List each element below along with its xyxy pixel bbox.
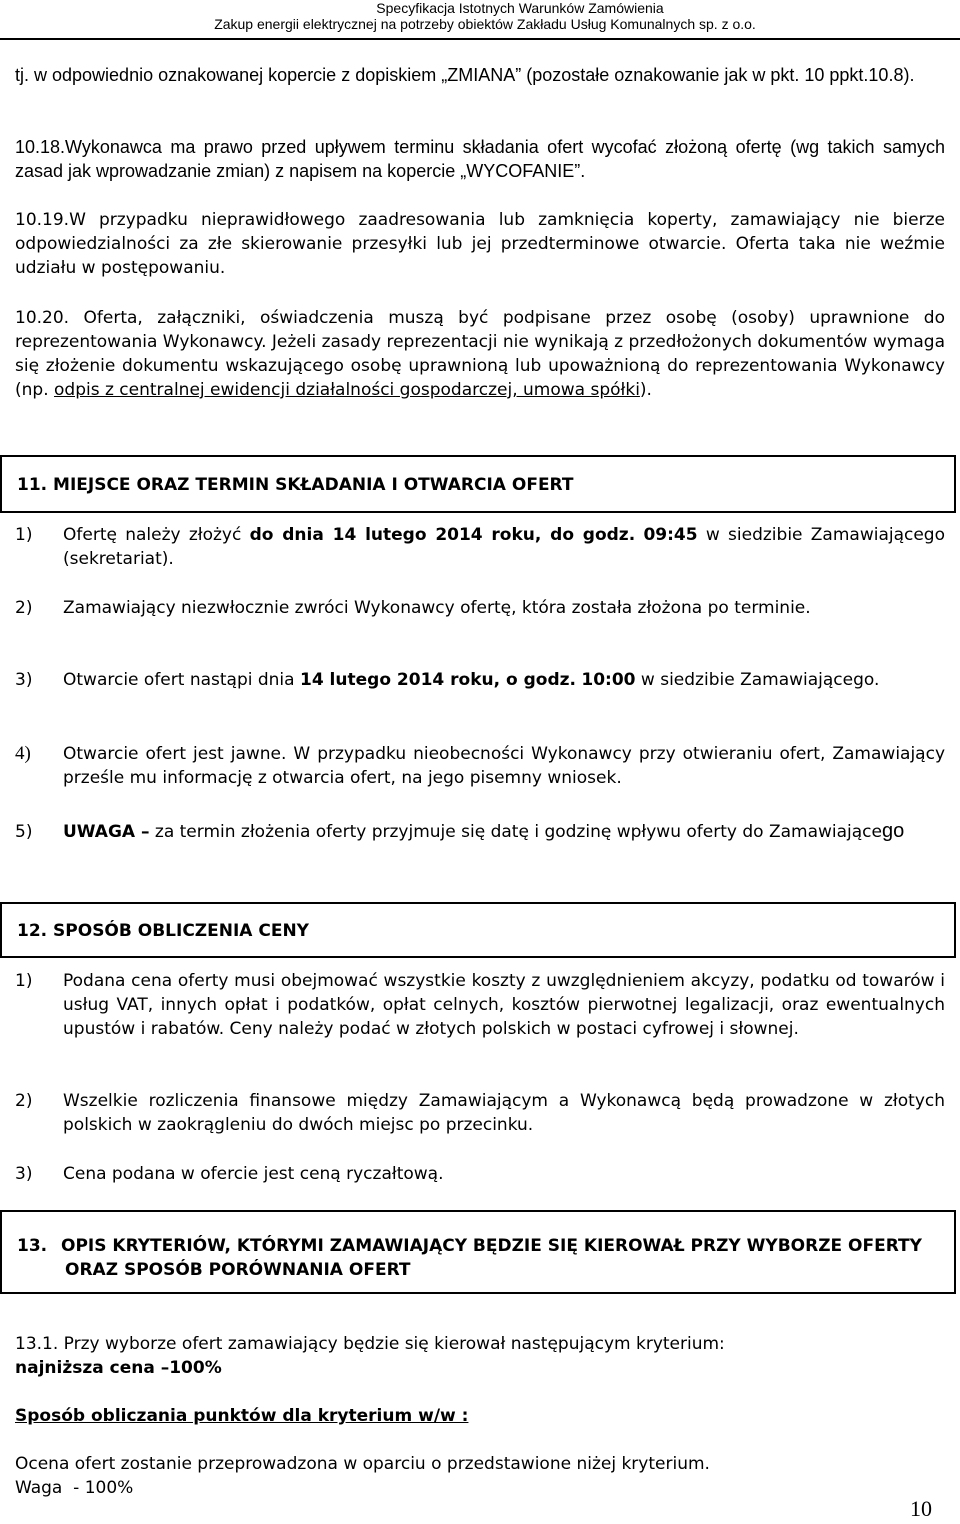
item-5-text: za termin złożenia oferty przyjmuje się datę i godzinę wpływu oferty do Zamawiające bbox=[154, 822, 882, 842]
s12-item-2-text: Wszelkie rozliczenia finansowe między Zamawiającym a Wykonawcą będą prowadzone w złotych polskich w zaokrągleniu do dwóch miejsc po przecinku. bbox=[63, 1091, 945, 1135]
section-12-item-2 bbox=[15, 1089, 945, 1137]
s12-item-1-text: Podana cena oferty musi obejmować wszystkie koszty z uwzględnieniem akcyzy, podatku od towarów i usług VAT, innych opłat i podatków, opłat celnych, kosztów pierwotnej legalizacji, oraz ewentualnych upustów i rabatów. Ceny należy podać w złotych polskich w postaci cyfrowej i słownej. bbox=[63, 971, 945, 1039]
section-11-heading: 11. MIEJSCE ORAZ TERMIN SKŁADANIA I OTWARCIA OFERT bbox=[17, 475, 574, 495]
weight-line: Waga - 100% bbox=[15, 1478, 134, 1498]
assessment-paragraph: Ocena ofert zostanie przeprowadzona w oparciu o przedstawione niżej kryterium. bbox=[15, 1454, 710, 1474]
item-number: 3) bbox=[15, 670, 33, 690]
section-11-header-box bbox=[0, 455, 956, 513]
paragraph-10-20-underlined: odpis z centralnej ewidencji działalności gospodarczej, umowa spółki bbox=[54, 380, 640, 400]
section-13-number: 13. bbox=[17, 1236, 48, 1256]
item-5-text-end: go bbox=[881, 820, 905, 842]
section-11-item-3 bbox=[15, 668, 945, 692]
item-number: 2) bbox=[15, 598, 33, 618]
item-1-date: do dnia 14 lutego 2014 roku, do godz. bbox=[249, 525, 636, 545]
item-1-text-d: w bbox=[705, 525, 720, 545]
section-11-item-5 bbox=[15, 818, 945, 845]
section-13-heading-text: OPIS KRYTERIÓW, KTÓRYMI ZAMAWIAJĄCY BĘDZIE SIĘ KIEROWAŁ PRZY WYBORZE OFERTY ORAZ SPOSÓB PORÓWNANIA OFERT bbox=[61, 1236, 922, 1280]
item-1-text-a: Ofertę należy złożyć bbox=[63, 525, 242, 545]
item-5-warning: UWAGA – bbox=[63, 822, 150, 842]
header-line-2: Zakup energii elektrycznej na potrzeby obiektów Zakładu Usług Komunalnych sp. z o.o. bbox=[214, 16, 756, 32]
item-4-text-a: Otwarcie ofert jest jawne. bbox=[63, 744, 287, 764]
section-11-item-1 bbox=[15, 523, 945, 571]
paragraph-10-20 bbox=[15, 306, 945, 402]
page-number: 10 bbox=[910, 1496, 932, 1521]
criterion-lowest-price: najniższa cena –100% bbox=[15, 1358, 222, 1378]
section-13-header-box bbox=[0, 1210, 956, 1294]
paragraph-10-17-continuation: tj. w odpowiednio oznakowanej kopercie z dopiskiem „ZMIANA” (pozostałe oznakowanie jak w pkt. 10 ppkt.10.8). bbox=[15, 65, 915, 85]
paragraph-10-20-text: 10.20. Oferta, załączniki, oświadczenia muszą być podpisane przez osobę (osoby) uprawnione do reprezentowania Wykonawcy. Jeżeli zasady reprezentacji nie wynikają z przedłożonych dokumentów wymaga się złożenie dokumentu wskazującego osobę uprawnioną lub upoważnioną do reprezentowania Wykonawcy (np. bbox=[15, 308, 945, 400]
item-1-text-e: siedzibie Zamawiającego (sekretariat). bbox=[63, 525, 946, 569]
item-2-text: Zamawiający niezwłocznie zwróci Wykonawcy ofertę, która została złożona po terminie. bbox=[63, 598, 811, 618]
item-3-time: 10:00 bbox=[581, 670, 636, 690]
paragraph-13-1: 13.1. Przy wyborze ofert zamawiający będzie się kierował następującym kryterium: bbox=[15, 1334, 725, 1354]
page-header bbox=[0, 0, 960, 40]
section-11-item-2 bbox=[15, 596, 945, 620]
section-12-heading: 12. SPOSÓB OBLICZENIA CENY bbox=[17, 921, 309, 941]
item-number: 4) bbox=[15, 743, 31, 764]
item-1-time: 09:45 bbox=[643, 525, 698, 545]
paragraph-10-19: 10.19.W przypadku nieprawidłowego zaadresowania lub zamknięcia koperty, zamawiający nie bierze odpowiedzialności za złe skierowanie przesyłki lub jej przedterminowe otwarcie. Oferta taka nie weźmie udziału w postępowaniu. bbox=[15, 210, 945, 278]
section-12-item-1 bbox=[15, 969, 945, 1041]
item-number: 5) bbox=[15, 822, 33, 842]
paragraph-10-18: 10.18.Wykonawca ma prawo przed upływem terminu składania ofert wycofać złożoną ofertę (wg takich samych zasad jak wprowadzanie zmian) z napisem na kopercie „WYCOFANIE”. bbox=[15, 137, 945, 181]
header-line-1: Specyfikacja Istotnych Warunków Zamówienia bbox=[376, 0, 664, 16]
item-3-text-e: siedzibie Zamawiającego. bbox=[660, 670, 880, 690]
section-13-heading bbox=[17, 1234, 947, 1282]
item-number: 1) bbox=[15, 525, 33, 545]
item-3-text-d: w bbox=[640, 670, 655, 690]
section-12-header-box bbox=[0, 902, 956, 958]
section-11-item-4 bbox=[15, 742, 945, 790]
section-12-item-3 bbox=[15, 1162, 945, 1186]
item-3-date: 14 lutego 2014 roku, o godz. bbox=[299, 670, 576, 690]
scoring-method-heading: Sposób obliczania punktów dla kryterium w/w : bbox=[15, 1406, 469, 1426]
item-number: 1) bbox=[15, 971, 33, 991]
item-number: 3) bbox=[15, 1164, 33, 1184]
item-4-text-b: W przypadku nieobecności Wykonawcy przy otwieraniu ofert, Zamawiający prześle mu informację z otwarcia ofert, na jego pisemny wniosek. bbox=[63, 744, 946, 788]
paragraph-10-20-end: ). bbox=[639, 380, 652, 400]
item-number: 2) bbox=[15, 1091, 33, 1111]
s12-item-3-text: Cena podana w ofercie jest ceną ryczałtową. bbox=[63, 1164, 444, 1184]
item-3-text-a: Otwarcie ofert nastąpi dnia bbox=[63, 670, 295, 690]
